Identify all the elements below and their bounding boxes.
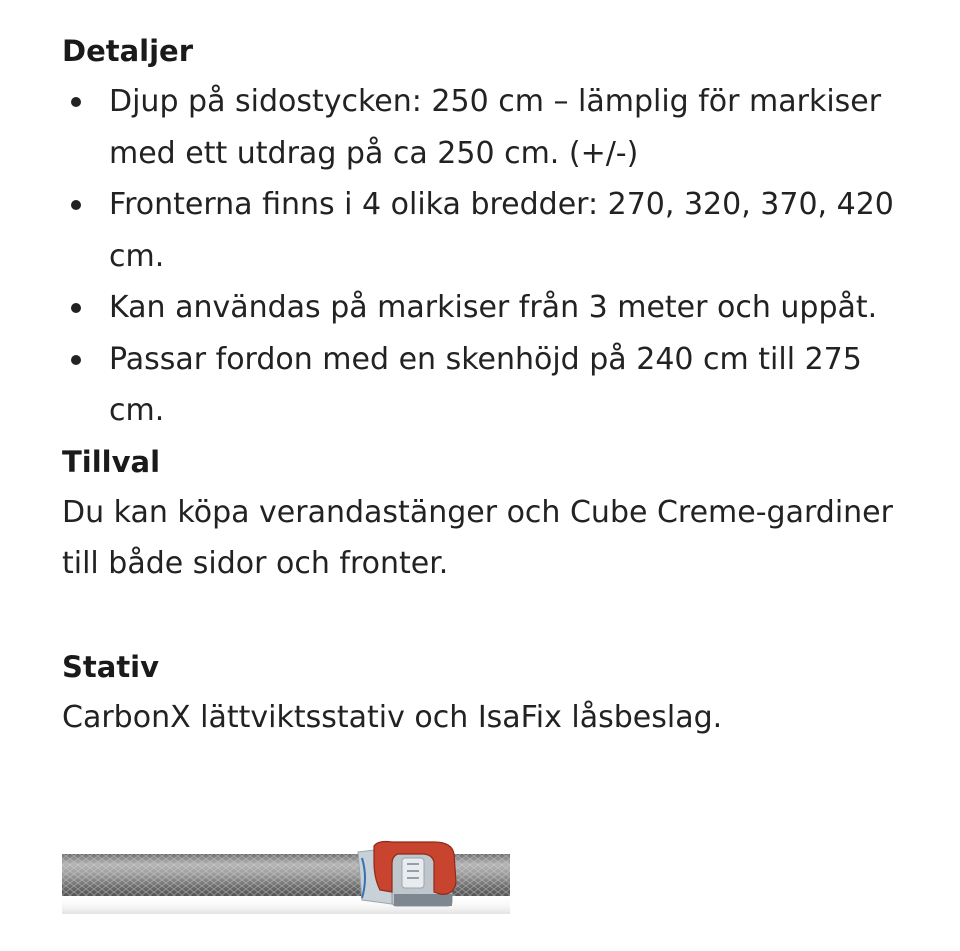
list-item — [62, 179, 922, 282]
list-item-text: Fronterna finns i 4 olika bredder: 270, 320, 370, 420 cm. — [109, 187, 894, 274]
carbonx-stand-image — [62, 838, 510, 918]
list-item-text: Djup på sidostycken: 250 cm – lämplig för markiser med ett utdrag på ca 250 cm. (+/-) — [109, 84, 882, 171]
bullet-icon — [71, 200, 81, 210]
list-item-text: Passar fordon med en skenhöjd på 240 cm till 275 cm. — [109, 341, 862, 428]
list-item — [62, 282, 922, 334]
details-list — [62, 76, 922, 437]
list-item-text: Kan användas på markiser från 3 meter och uppåt. — [109, 290, 878, 325]
clamp-window — [402, 858, 424, 888]
clamp-base — [394, 894, 452, 906]
bullet-icon — [71, 97, 81, 107]
list-item — [62, 334, 922, 437]
list-item — [62, 76, 922, 179]
stand-text: CarbonX lättviktsstativ och IsaFix låsbeslag. — [62, 699, 723, 735]
options-heading: Tillval — [62, 444, 161, 479]
options-text: Du kan köpa verandastänger och Cube Creme-gardiner till både sidor och fronter. — [62, 494, 893, 581]
product-description — [62, 26, 922, 743]
section-spacer — [62, 590, 922, 642]
details-heading: Detaljer — [62, 34, 194, 68]
bullet-icon — [71, 355, 81, 365]
stand-heading: Stativ — [62, 649, 160, 684]
bullet-icon — [71, 303, 81, 313]
